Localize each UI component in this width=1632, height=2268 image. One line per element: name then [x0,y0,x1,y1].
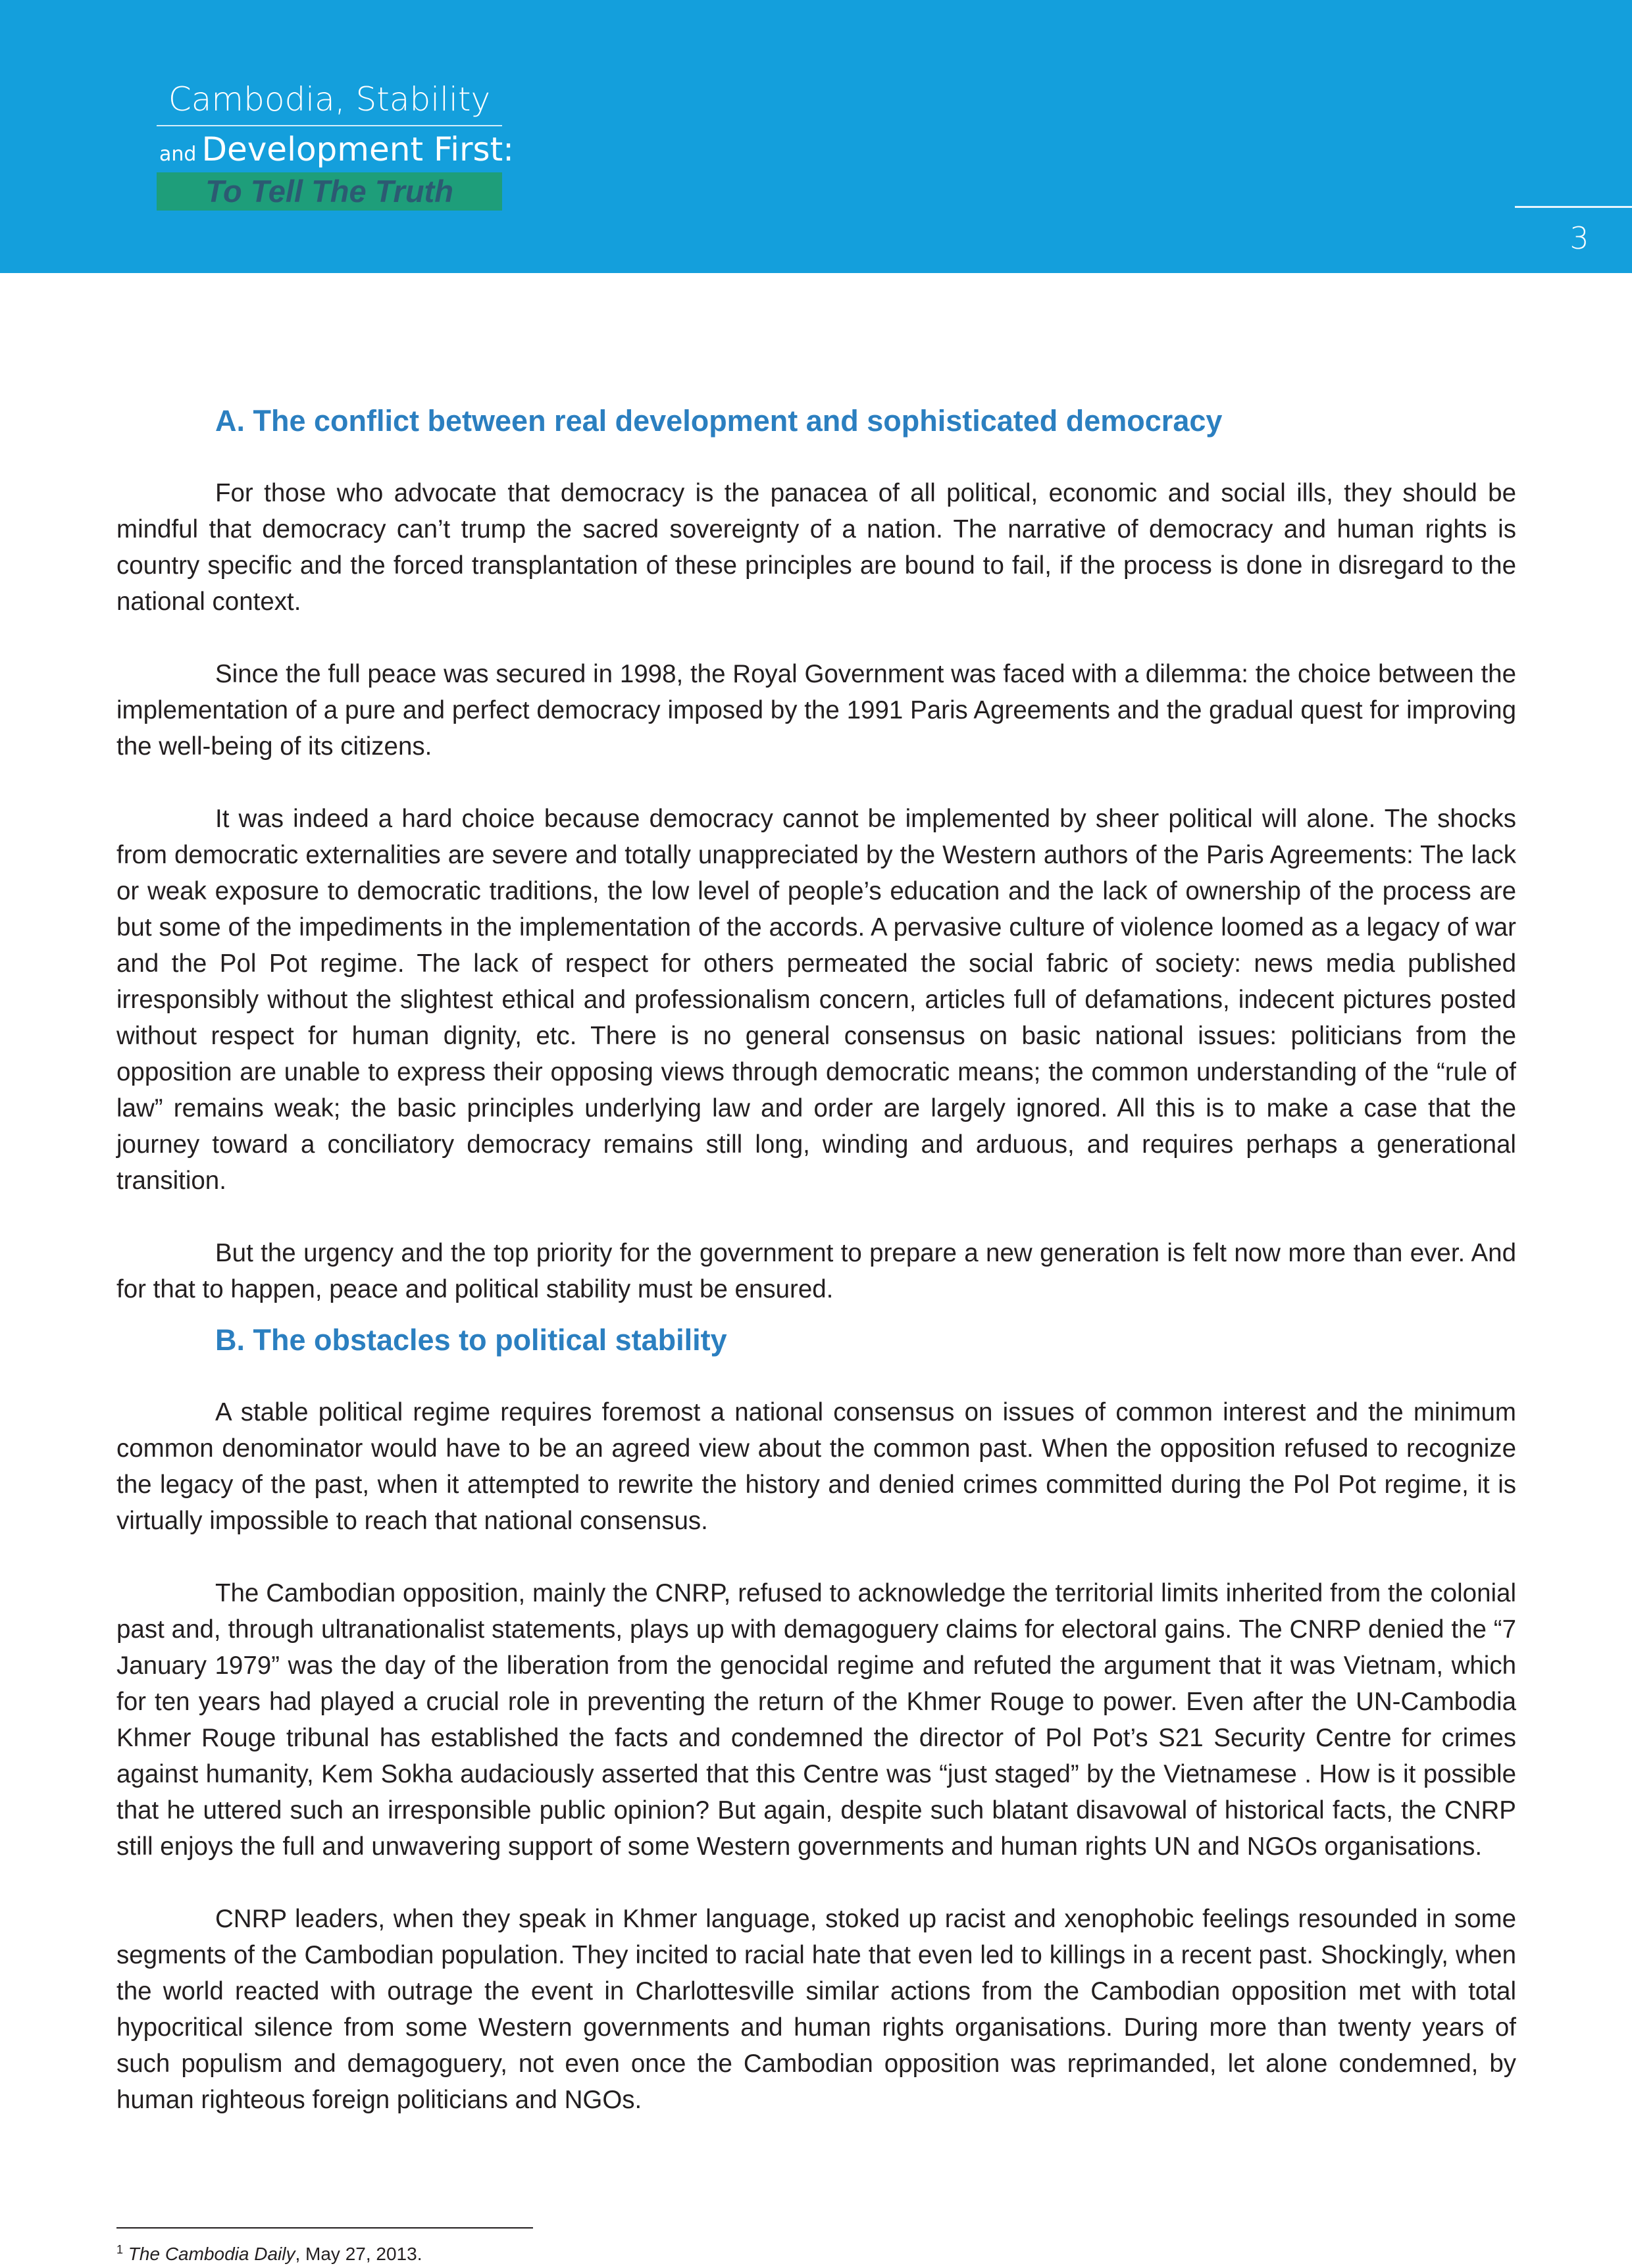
paragraph: For those who advocate that democracy is the panacea of all political, economic and social ills, they should be mindful that democracy can’t trump the sacred sovereignty of a nation. The narrative of democracy and human rights is country specific and the forced transplantation of these principles are bound to fail, if the process is done in disregard to the national context. [116,479,1516,616]
paragraph: But the urgency and the top priority for the government to prepare a new generation is felt now more than ever. And for that to happen, peace and political stability must be ensured. [116,1239,1516,1303]
section-b-heading: B. The obstacles to political stability [215,1323,727,1357]
series-title-line2 [157,126,515,172]
footnote-divider [116,2227,533,2229]
footnote [116,2236,422,2267]
series-title-and: and [159,143,197,166]
series-subtitle: To Tell The Truth [157,172,502,211]
paragraph: CNRP leaders, when they speak in Khmer language, stoked up racist and xenophobic feelings resounded in some segments of the Cambodian population. They incited to racial hate that even led to killings in a recent past. Shockingly, when the world reacted with outrage the event in Charlottesville similar actions from the Cambodian opposition met with total hypocritical silence from some Western governments and human rights organisations. During more than twenty years of such populism and demagoguery, not even once the Cambodian opposition was reprimanded, let alone condemned, by human righteous foreign politicians and NGOs. [116,1905,1516,2114]
paragraph: A stable political regime requires foremost a national consensus on issues of common interest and the minimum common denominator would have to be an agreed view about the common past. When the opposition refused to recognize the legacy of the past, when it attempted to rewrite the history and denied crimes committed during the Pol Pot regime, it is virtually impossible to reach that national consensus. [116,1398,1516,1535]
series-title-line1: Cambodia, Stability [168,80,491,118]
paragraph: It was indeed a hard choice because democracy cannot be implemented by sheer political will alone. The shocks from democratic externalities are severe and totally unappreciated by the Western authors of the Paris Agreements: The lack or weak exposure to democratic traditions, the low level of people’s education and the lack of ownership of the process are but some of the impediments in the implementation of the accords. A pervasive culture of violence loomed as a legacy of war and the Pol Pot regime. The lack of respect for others permeated the social fabric of society: news media published irresponsibly without the slightest ethical and professionalism concern, articles full of defamations, indecent pictures posted without respect for human dignity, etc. There is no general consensus on basic national issues: politicians from the opposition are unable to express their opposing views through democratic means; the common understanding of the “rule of law” remains weak; the basic principles underlying law and order are largely ignored. All this is to make a case that the journey toward a conciliatory democracy remains still long, winding and arduous, and requires perhaps a generational transition. [116,805,1516,1195]
page-number: 3 [1569,220,1589,256]
series-title [157,78,515,211]
footnote-number: 1 [116,2243,124,2256]
paragraph: The Cambodian opposition, mainly the CNRP, refused to acknowledge the territorial limits inherited from the colonial past and, through ultranationalist statements, plays up with demagoguery claims for electoral gains. The CNRP denied the “7 January 1979” was the day of the liberation from the genocidal regime and refuted the argument that it was Vietnam, which for ten years had played a crucial role in preventing the return of the Khmer Rouge to power. Even after the UN-Cambodia Khmer Rouge tribunal has established the facts and condemned the director of Pol Pot’s S21 Security Centre for crimes against humanity, Kem Sokha audaciously asserted that this Centre was “just staged” by the Vietnamese . How is it possible that he uttered such an irresponsible public opinion? But again, despite such blatant disavowal of historical facts, the CNRP still enjoys the full and unwavering support of some Western governments and human rights UN and NGOs organisations. [116,1579,1516,1861]
page-number-rule [1515,206,1632,208]
series-title-development: Development First: [201,130,515,168]
footnote-source: The Cambodia Daily [128,2244,295,2264]
section-a-heading: A. The conflict between real development and sophisticated democracy [215,404,1223,438]
document-body [116,403,1516,2118]
paragraph: Since the full peace was secured in 1998, the Royal Government was faced with a dilemma: the choice between the implementation of a pure and perfect democracy imposed by the 1991 Paris Agreements and the gradual quest for improving the well-being of its citizens. [116,660,1516,761]
header-banner [0,0,1632,273]
footnote-date: , May 27, 2013. [295,2244,422,2264]
